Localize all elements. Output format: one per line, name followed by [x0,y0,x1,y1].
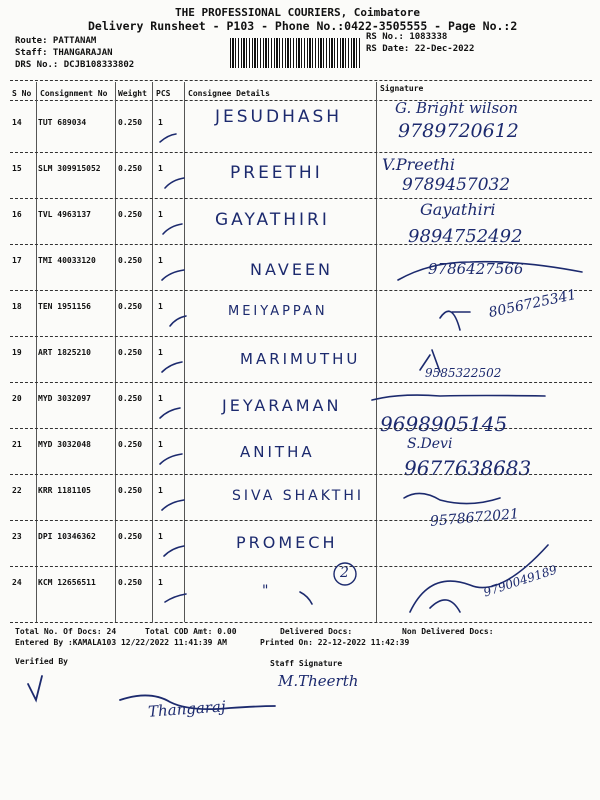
signature-phone: 9789720612 [398,120,519,142]
row-pcs: 1 [158,394,163,403]
row-weight: 0.250 [118,118,143,127]
consignee-name: MARIMUTHU [240,350,361,368]
row-pcs: 1 [158,210,163,219]
total-cod: Total COD Amt: 0.00 [145,627,237,636]
row-pcs: 1 [158,348,163,357]
row-pcs: 1 [158,486,163,495]
rs-date: RS Date: 22-Dec-2022 [366,44,475,54]
row-pcs: 1 [158,440,163,449]
row-pcs: 1 [158,256,163,265]
consignee-name: GAYATHIRI [215,210,330,230]
signature-name: V.Preethi [382,155,456,174]
entered-by: Entered By :KAMALA103 12/22/2022 11:41:39 AM [15,638,227,647]
row-sno: 18 [12,302,22,311]
row-sno: 22 [12,486,22,495]
row-sno: 23 [12,532,22,541]
row-sno: 14 [12,118,22,127]
row-consignment: TUT 689034 [38,118,87,127]
row-sno: 15 [12,164,22,173]
col-weight: Weight [118,89,147,98]
row-weight: 0.250 [118,210,143,219]
company-title: THE PROFESSIONAL COURIERS, Coimbatore [175,6,421,19]
printed-on: Printed On: 22-12-2022 11:42:39 [260,638,410,647]
consignee-name: JEYARAMAN [222,396,342,415]
staff-signature: M.Theerth [278,672,359,690]
signature-phone: 9677638683 [404,456,532,480]
col-sno: S No [12,89,32,98]
row-pcs: 1 [158,118,163,127]
consignee-name: JESUDHASH [215,107,343,127]
rs-number: RS No.: 1083338 [366,32,448,42]
row-consignment: TMI 40033120 [38,256,96,265]
row-consignment: TEN 1951156 [38,302,91,311]
signature-name: G. Bright wilson [395,99,518,117]
signature-name: S.Devi [407,436,453,452]
consignee-name: PROMECH [236,533,338,552]
row-consignment: KCM 12656511 [38,578,96,587]
row-weight: 0.250 [118,486,143,495]
row-consignment: MYD 3032097 [38,394,91,403]
row-consignment: ART 1825210 [38,348,91,357]
row-weight: 0.250 [118,302,143,311]
runsheet-subtitle: Delivery Runsheet - P103 - Phone No.:0422-3505555 - Page No.:2 [88,19,518,33]
signature-phone: 9698905145 [380,412,508,436]
signature-phone: 9585322502 [425,366,502,380]
row-sno: 21 [12,440,22,449]
row-consignment: DPI 10346362 [38,532,96,541]
consignee-name: MEIYAPPAN [228,304,328,319]
row-consignment: SLM 309915052 [38,164,101,173]
signature-phone: 8056725341 [487,286,578,322]
row-sno: 17 [12,256,22,265]
staff-signature-label: Staff Signature [270,659,343,668]
col-pcs: PCS [156,89,171,98]
consignee-name: NAVEEN [250,260,334,279]
signature-phone: 9790049189 [481,562,559,600]
route-label: Route: PATTANAM [15,36,97,46]
consignee-name: " [262,583,272,599]
col-consignment: Consignment No [40,89,108,98]
signature-phone: 9894752492 [408,226,523,247]
row-sno: 16 [12,210,22,219]
consignee-name: PREETHI [230,163,323,183]
col-signature: Signature [380,84,424,93]
delivered-docs: Delivered Docs: [280,627,353,636]
row-pcs: 1 [158,164,163,173]
total-docs: Total No. Of Docs: 24 [15,627,117,636]
row-weight: 0.250 [118,348,143,357]
non-delivered-docs: Non Delivered Docs: [402,627,494,636]
row-consignment: MYD 3032048 [38,440,91,449]
col-consignee: Consignee Details [188,89,270,98]
consignee-name: ANITHA [240,443,315,461]
signature-phone: 9786427566 [428,260,524,278]
circled-number: 2 [340,565,349,581]
consignee-name: SIVA SHAKTHI [232,488,365,504]
signature-phone: 9789457032 [402,175,511,195]
row-weight: 0.250 [118,394,143,403]
row-consignment: TVL 4963137 [38,210,91,219]
signature-name: Gayathiri [420,200,496,219]
row-weight: 0.250 [118,532,143,541]
row-sno: 24 [12,578,22,587]
row-weight: 0.250 [118,164,143,173]
row-pcs: 1 [158,578,163,587]
row-weight: 0.250 [118,578,143,587]
verified-by-label: Verified By [15,657,68,666]
signature-phone: 9578672021 [429,506,520,530]
row-sno: 19 [12,348,22,357]
row-consignment: KRR 1181105 [38,486,91,495]
staff-label: Staff: THANGARAJAN [15,48,113,58]
row-sno: 20 [12,394,22,403]
row-weight: 0.250 [118,440,143,449]
verifier-signature: Thangaraj [147,697,227,721]
row-pcs: 1 [158,532,163,541]
row-weight: 0.250 [118,256,143,265]
drs-number: DRS No.: DCJB108333802 [15,60,135,70]
row-pcs: 1 [158,302,163,311]
